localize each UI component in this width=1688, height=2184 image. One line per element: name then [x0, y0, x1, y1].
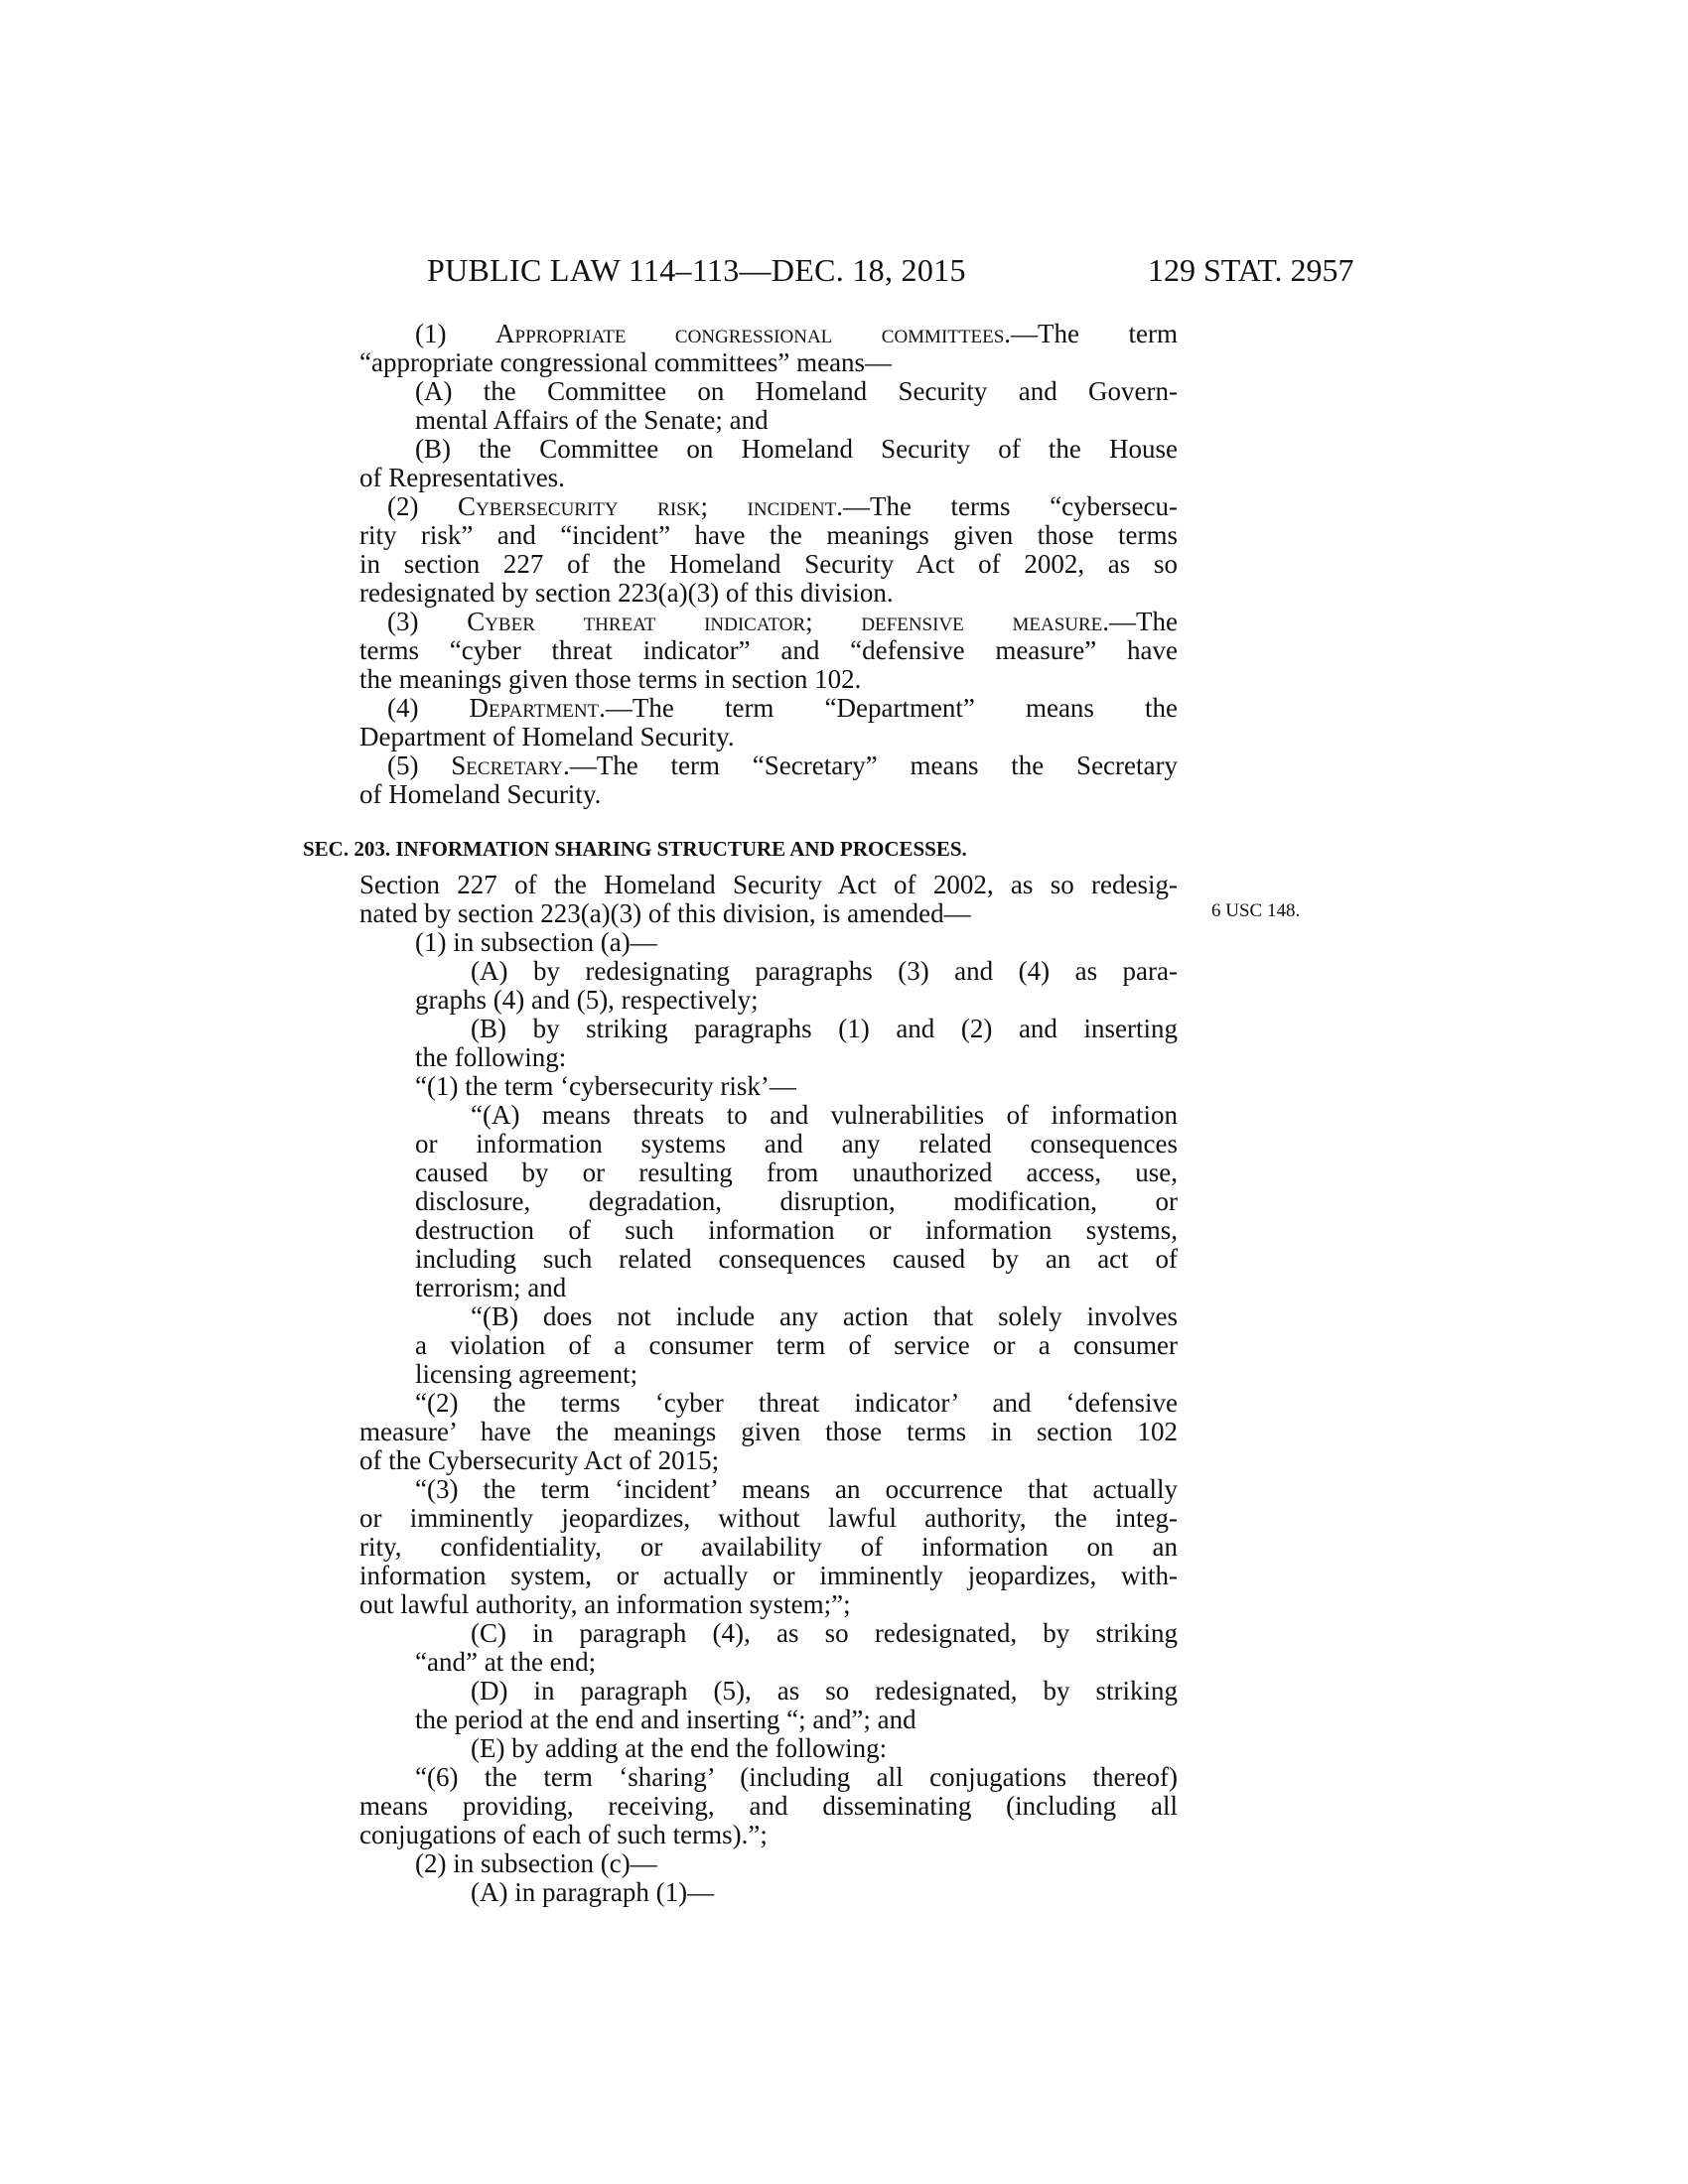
text-line: a violation of a consumer term of service or a consumer — [415, 1330, 1178, 1360]
text-line: terms “cyber threat indicator” and “defensive measure” have — [359, 635, 1178, 665]
text-line: conjugations of each of such terms).”; — [359, 1820, 768, 1849]
text-line: (E) by adding at the end the following: — [471, 1733, 888, 1763]
text-line: “(3) the term ‘incident’ means an occurrence that actually — [415, 1474, 1178, 1504]
text-line: (A) in paragraph (1)— — [471, 1877, 715, 1907]
text-line: “(B) does not include any action that solely involves — [471, 1301, 1178, 1331]
section-heading: SEC. 203. INFORMATION SHARING STRUCTURE AND PROCESSES. — [303, 837, 967, 861]
text-line: of the Cybersecurity Act of 2015; — [359, 1445, 720, 1475]
text-line: “(6) the term ‘sharing’ (including all conjugations thereof) — [415, 1762, 1178, 1792]
text-line: Department of Homeland Security. — [359, 722, 735, 751]
text-line: “(2) the terms ‘cyber threat indicator’ and ‘defensive — [415, 1388, 1178, 1418]
text-line: graphs (4) and (5), respectively; — [415, 985, 759, 1015]
text-line: (B) the Committee on Homeland Security of the House — [415, 434, 1178, 464]
text-line: destruction of such information or information systems, — [415, 1215, 1178, 1245]
text-line: including such related consequences caused by an act of — [415, 1244, 1178, 1274]
page-citation: 129 STAT. 2957 — [1148, 252, 1354, 288]
text-line: “(1) the term ‘cybersecurity risk’— — [415, 1071, 796, 1101]
text-line: (2) in subsection (c)— — [415, 1848, 657, 1878]
text-line: or imminently jeopardizes, without lawful authority, the integ- — [359, 1503, 1178, 1533]
definition-4-line: (4) Department.—The term “Department” means the — [387, 693, 1178, 723]
text-line: disclosure, degradation, disruption, modification, or — [415, 1186, 1178, 1216]
text-line: means providing, receiving, and disseminating (including all — [359, 1791, 1178, 1821]
text-line: rity, confidentiality, or availability of information on an — [359, 1532, 1178, 1562]
definition-5-line: (5) Secretary.—The term “Secretary” means the Secretary — [387, 751, 1178, 780]
text-line: or information systems and any related consequences — [415, 1129, 1178, 1159]
margin-citation: 6 USC 148. — [1211, 900, 1301, 921]
definition-3-line: (3) Cyber threat indicator; defensive measure.—The — [387, 607, 1178, 636]
text-line: the following: — [415, 1042, 567, 1072]
text-line: (B) by striking paragraphs (1) and (2) and inserting — [471, 1014, 1178, 1043]
text-line: (1) in subsection (a)— — [415, 927, 657, 957]
definition-1-line: (1) Appropriate congressional committees.—The term — [415, 319, 1178, 348]
text-line: (A) the Committee on Homeland Security and Govern- — [415, 376, 1178, 406]
text-line: “(A) means threats to and vulnerabilities of information — [471, 1100, 1178, 1130]
text-line: the meanings given those terms in section 102. — [359, 664, 862, 694]
text-line: mental Affairs of the Senate; and — [415, 405, 769, 435]
text-line: “appropriate congressional committees” means— — [359, 347, 893, 377]
running-head-title: PUBLIC LAW 114–113—DEC. 18, 2015 — [427, 252, 966, 288]
text-line: (A) by redesignating paragraphs (3) and (4) as para- — [471, 956, 1178, 986]
text-line: of Homeland Security. — [359, 779, 602, 809]
definition-2-line: (2) Cybersecurity risk; incident.—The terms “cybersecu- — [387, 491, 1178, 521]
text-line: “and” at the end; — [415, 1647, 597, 1677]
text-line: licensing agreement; — [415, 1359, 638, 1389]
text-line: information system, or actually or imminently jeopardizes, with- — [359, 1561, 1178, 1590]
text-line: Section 227 of the Homeland Security Act of 2002, as so redesig- — [359, 870, 1178, 899]
text-line: rity risk” and “incident” have the meanings given those terms — [359, 520, 1178, 550]
text-line: out lawful authority, an information system;”; — [359, 1589, 851, 1619]
text-line: redesignated by section 223(a)(3) of this division. — [359, 578, 894, 608]
text-line: terrorism; and — [415, 1273, 567, 1302]
text-line: nated by section 223(a)(3) of this division, is amended— — [359, 898, 971, 928]
text-line: (C) in paragraph (4), as so redesignated, by striking — [471, 1618, 1178, 1648]
text-line: (D) in paragraph (5), as so redesignated, by striking — [471, 1676, 1178, 1706]
text-line: the period at the end and inserting “; and”; and — [415, 1705, 916, 1734]
text-line: in section 227 of the Homeland Security Act of 2002, as so — [359, 549, 1178, 579]
text-line: measure’ have the meanings given those terms in section 102 — [359, 1417, 1178, 1446]
text-line: of Representatives. — [359, 463, 565, 492]
text-line: caused by or resulting from unauthorized access, use, — [415, 1158, 1178, 1187]
